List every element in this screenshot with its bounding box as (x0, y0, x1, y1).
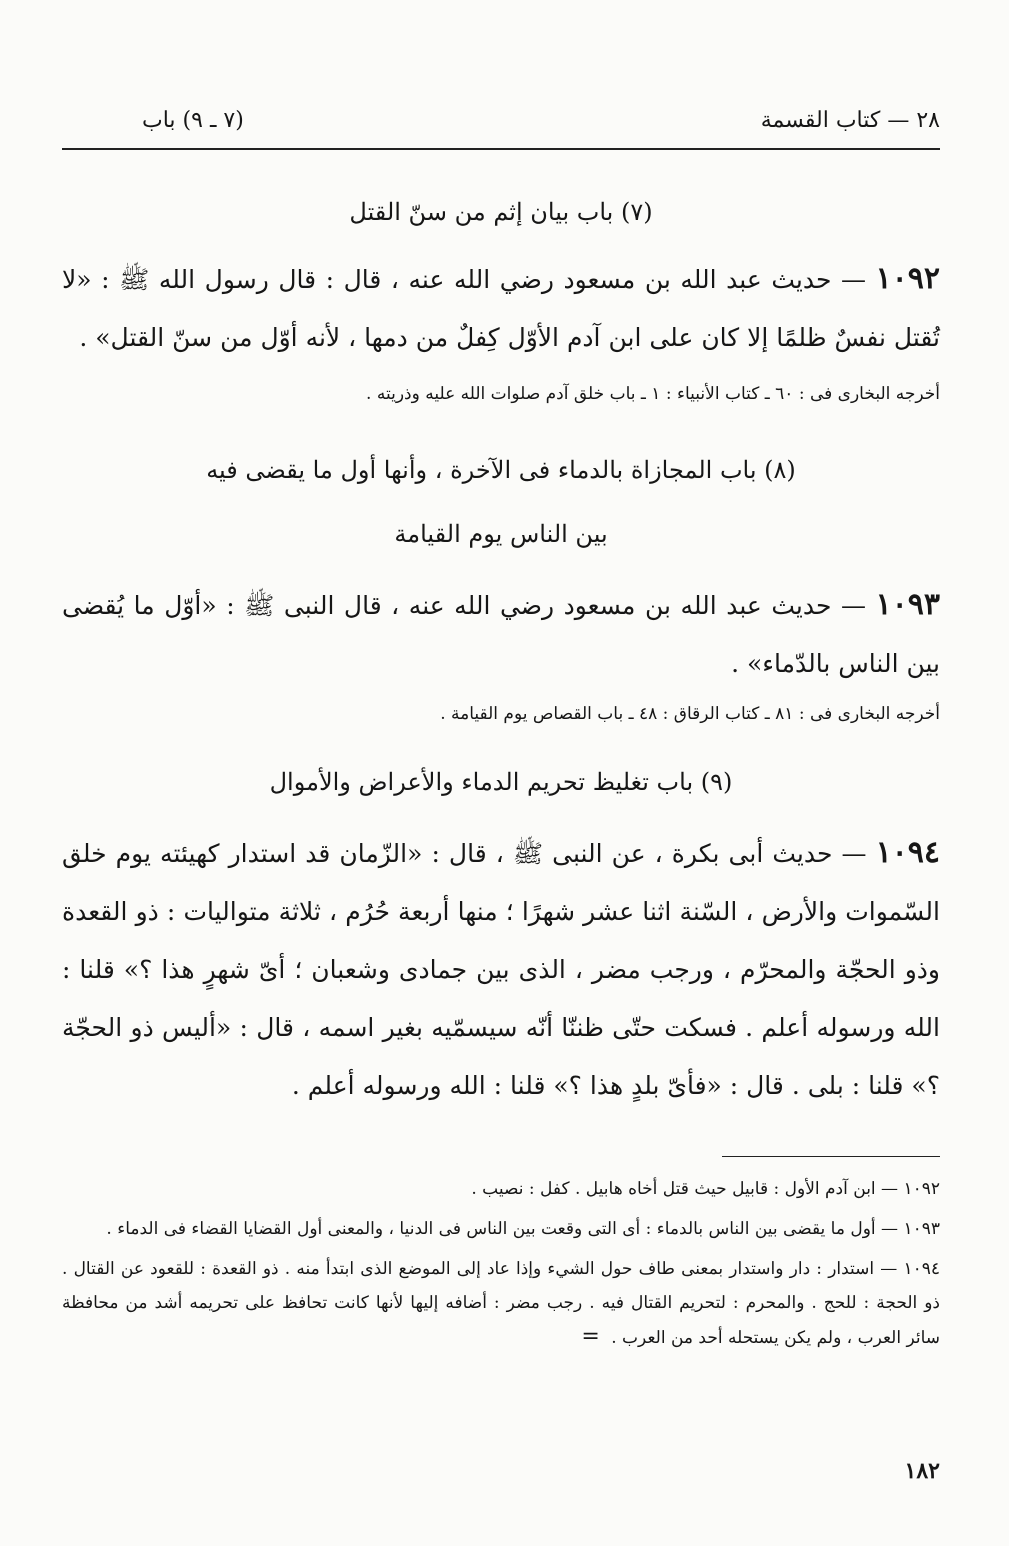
footnote-1093: ١٠٩٣ — أول ما يقضى بين الناس بالدماء : أى التى وقعت بين الناس فى الدنيا ، والمعنى أول القضايا القضاء فى الدماء . (106, 1219, 940, 1239)
hadith-source-1093: أخرجه البخارى فى : ٨١ ـ كتاب الرقاق : ٤٨ ـ باب القصاص يوم القيامة . (440, 704, 940, 724)
hadith-text: — حديث عبد الله بن مسعود رضي الله عنه ، قال : قال رسول الله ﷺ : «لا تُقتل نفسٌ ظلمًا إلا كان على ابن آدم الأوّل كِفلٌ من دمها ، لأنه أوّل من سنّ القتل» . (62, 265, 940, 352)
hadith-number: ١٠٩٤ (875, 835, 941, 870)
chapter-heading-8-line2: بين الناس يوم القيامة (394, 520, 608, 548)
hadith-text: — حديث أبى بكرة ، عن النبى ﷺ ، قال : «الزّمان قد استدار كهيئته يوم خلق السّموات والأرض ، السّنة اثنا عشر شهرًا ؛ منها أربعة حُرُم ، ثلاثة متواليات : ذو القعدة وذو الحجّة والمحرّم ، ورجب مضر ، الذى بين جمادى وشعبان ؛ أىّ شهرٍ هذا ؟» قلنا : الله ورسوله أعلم . فسكت حتّى ظننّا أنّه سيسمّيه بغير اسمه ، قال : «أليس ذو الحجّة ؟» قلنا : بلى . قال : «فأىّ بلدٍ هذا ؟» قلنا : الله ورسوله أعلم . (62, 839, 940, 1100)
footnote-1092: ١٠٩٢ — ابن آدم الأول : قابيل حيث قتل أخاه هابيل . كفل : نصيب . (471, 1179, 940, 1199)
hadith-number: ١٠٩٣ (875, 587, 940, 622)
hadith-source-1092: أخرجه البخارى فى : ٦٠ ـ كتاب الأنبياء : ١ ـ باب خلق آدم صلوات الله عليه وذريته . (366, 384, 940, 404)
page-number: ١٨٢ (904, 1458, 940, 1484)
chapter-heading-7: (٧) باب بيان إثم من سنّ القتل (349, 198, 653, 226)
hadith-1093 (62, 576, 940, 693)
hadith-1094 (62, 824, 940, 1115)
running-header (62, 108, 940, 148)
footnote-1094 (62, 1252, 940, 1355)
hadith-number: ١٠٩٢ (875, 261, 940, 296)
hadith-text: — حديث عبد الله بن مسعود رضي الله عنه ، قال النبى ﷺ : «أوّل ما يُقضى بين الناس بالدّماء» . (62, 591, 940, 678)
footnote-rule (722, 1156, 940, 1157)
book-page (62, 0, 940, 1546)
footnote-1094-text: ١٠٩٤ — استدار : دار واستدار بمعنى طاف حول الشيء وإذا عاد إلى الموضع الذى ابتدأ منه . ذو القعدة : للقعود عن القتال . ذو الحجة : للحج . والمحرم : لتحريم القتال فيه . رجب مضر : أضافه إليها لأنها كانت تحافظ على تحريمه أشد من محافظة سائر العرب ، ولم يكن يستحله أحد من العرب . (62, 1259, 940, 1348)
hadith-1092 (62, 250, 940, 367)
running-title: ٢٨ — كتاب القسمة (760, 108, 940, 133)
footnotes (62, 1172, 940, 1361)
chapter-heading-9: (٩) باب تغليظ تحريم الدماء والأعراض والأموال (269, 768, 733, 796)
chapter-range: (٧ ـ ٩) باب (142, 108, 244, 133)
chapter-heading-8: (٨) باب المجازاة بالدماء فى الآخرة ، وأنها أول ما يقضى فيه (206, 456, 796, 484)
header-rule (62, 148, 940, 150)
continuation-mark: = (581, 1324, 600, 1349)
